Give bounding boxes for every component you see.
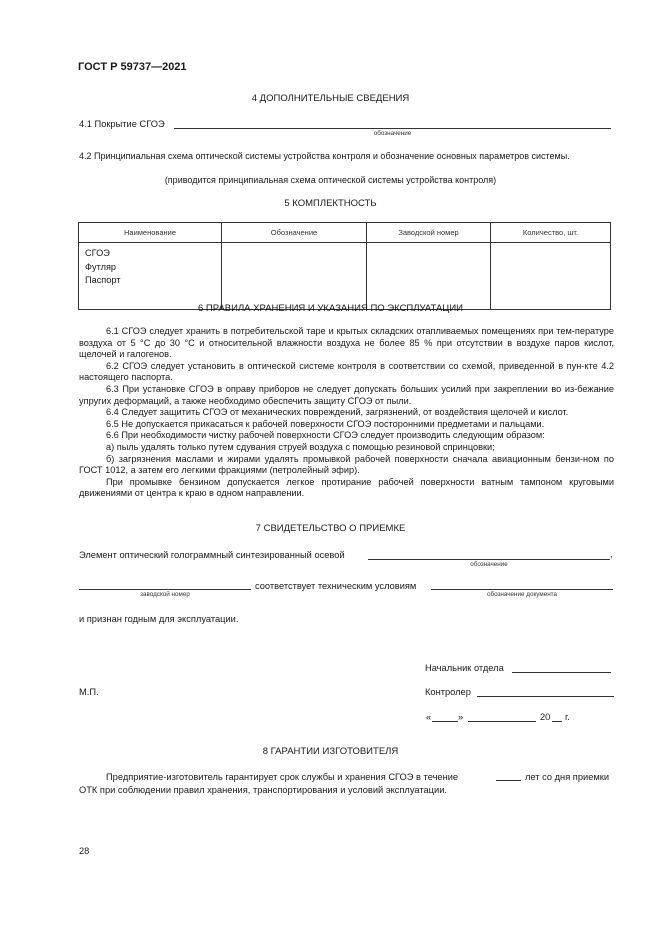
- list-item: Футляр: [85, 261, 117, 272]
- section-4-title: 4 ДОПОЛНИТЕЛЬНЫЕ СВЕДЕНИЯ: [251, 93, 410, 104]
- paragraph: б) загрязнения маслами и жирами удалять промывкой рабочей поверхности сначала авиационным бензи-ном по ГОСТ 1012, а затем его легкими фракциями (петролейный эфир).: [79, 453, 614, 476]
- warranty-text-line2: ОТК при соблюдении правил хранения, транспортирования и условий эксплуатации.: [79, 785, 447, 795]
- completeness-table: [78, 222, 611, 310]
- column-header-designation: Обозначение: [222, 223, 367, 243]
- element-designation-line[interactable]: [368, 559, 610, 560]
- section-8-title: 8 ГАРАНТИИ ИЗГОТОВИТЕЛЯ: [262, 746, 399, 757]
- warranty-years-line[interactable]: [496, 780, 521, 781]
- element-comma: ,: [610, 549, 613, 559]
- document-designation-line[interactable]: [431, 589, 613, 590]
- conforms-text: соответствует техническим условиям: [255, 581, 417, 591]
- schema-note: (приводится принципиальная схема оптической системы устройства контроля): [164, 175, 497, 185]
- date-day-line[interactable]: [432, 721, 458, 722]
- stamp-label: М.П.: [79, 687, 99, 697]
- date-close-quote: »: [458, 712, 464, 722]
- table-cell-quantity[interactable]: [491, 243, 611, 310]
- document-caption: обозначение документа: [486, 591, 557, 598]
- schema-text: 4.2 Принципиальная схема оптической системы устройства контроля и обозначение основных параметров системы.: [79, 151, 570, 161]
- section-7-title: 7 СВИДЕТЕЛЬСТВО О ПРИЕМКЕ: [255, 523, 406, 534]
- coating-fill-line[interactable]: [174, 128, 611, 129]
- designation-caption: обозначение: [470, 561, 508, 568]
- date-year-prefix: 20: [540, 712, 551, 722]
- paragraph: 6.6 При необходимости чистку рабочей поверхности СГОЭ следует производить следующим образом:: [106, 430, 545, 441]
- head-signature-line[interactable]: [512, 672, 611, 673]
- section-5-title: 5 КОМПЛЕКТНОСТЬ: [284, 198, 377, 209]
- list-item: СГОЭ: [85, 248, 110, 258]
- serial-caption: заводской номер: [140, 591, 190, 598]
- date-suffix: г.: [565, 712, 570, 722]
- paragraph: 6.2 СГОЭ следует установить в оптической системе контроля в соответствии со схемой, приведенной в пун-кте 4.2 настоящего паспорта.: [79, 360, 614, 383]
- controller-label: Контролер: [425, 687, 471, 697]
- table-row: [79, 243, 611, 310]
- document-code: ГОСТ Р 59737—2021: [78, 61, 187, 73]
- column-header-name: Наименование: [79, 223, 222, 243]
- table-cell-serial[interactable]: [367, 243, 491, 310]
- date-month-line[interactable]: [468, 721, 536, 722]
- warranty-text-start: Предприятие-изготовитель гарантирует срок службы и хранения СГОЭ в течение: [106, 772, 459, 782]
- warranty-text-end: лет со дня приемки: [525, 772, 610, 782]
- paragraph: а) пыль удалять только путем сдувания струей воздуха с помощью резиновой спринцовки;: [106, 441, 495, 452]
- paragraph: 6.3 При установке СГОЭ в оправу приборов не следует допускать больших усилий при закреплении во из-бежание упругих деформаций, а также необходимо обеспечить защиту СГОЭ от пыли.: [79, 383, 614, 406]
- coating-caption: обозначение: [373, 130, 412, 137]
- element-text: Элемент оптический голограммный синтезированный осевой: [79, 550, 345, 560]
- page-number: 28: [79, 846, 90, 856]
- controller-signature-line[interactable]: [477, 696, 614, 697]
- coating-label: 4.1 Покрытие СГОЭ: [79, 119, 165, 129]
- serial-number-line[interactable]: [79, 589, 251, 590]
- storage-rules-text: [79, 326, 614, 500]
- date-year-line[interactable]: [552, 721, 562, 722]
- date-open-quote: «: [426, 712, 432, 722]
- list-item: Паспорт: [85, 275, 121, 285]
- paragraph: 6.5 Не допускается прикасаться к рабочей поверхности СГОЭ посторонними предметами и пальцами.: [106, 418, 545, 429]
- accepted-text: и признан годным для эксплуатации.: [79, 614, 239, 624]
- paragraph: При промывке бензином допускается легкое протирание рабочей поверхности ватным тампоном круговыми движениями от центра к краю в одном направлении.: [79, 476, 614, 499]
- paragraph: 6.4 Следует защитить СГОЭ от механических повреждений, загрязнений, от воздействия щелочей и кислот.: [106, 407, 569, 418]
- table-cell-designation[interactable]: [222, 243, 367, 310]
- paragraph: 6.1 СГОЭ следует хранить в потребительской таре и крытых складских отапливаемых помещениях при тем-пературе воздуха от 5 °С до 30 °С и относительной влажности воздуха не более 85 % при отсутствии в воздухе паров кислот, щелочей и галогенов.: [79, 326, 614, 360]
- table-cell-names: [79, 243, 222, 310]
- column-header-quantity: Количество, шт.: [491, 223, 611, 243]
- head-of-department-label: Начальник отдела: [425, 663, 504, 673]
- table-header-row: [79, 223, 611, 243]
- column-header-serial: Заводской номер: [367, 223, 491, 243]
- section-6-title: 6 ПРАВИЛА ХРАНЕНИЯ И УКАЗАНИЯ ПО ЭКСПЛУАТАЦИИ: [198, 303, 463, 314]
